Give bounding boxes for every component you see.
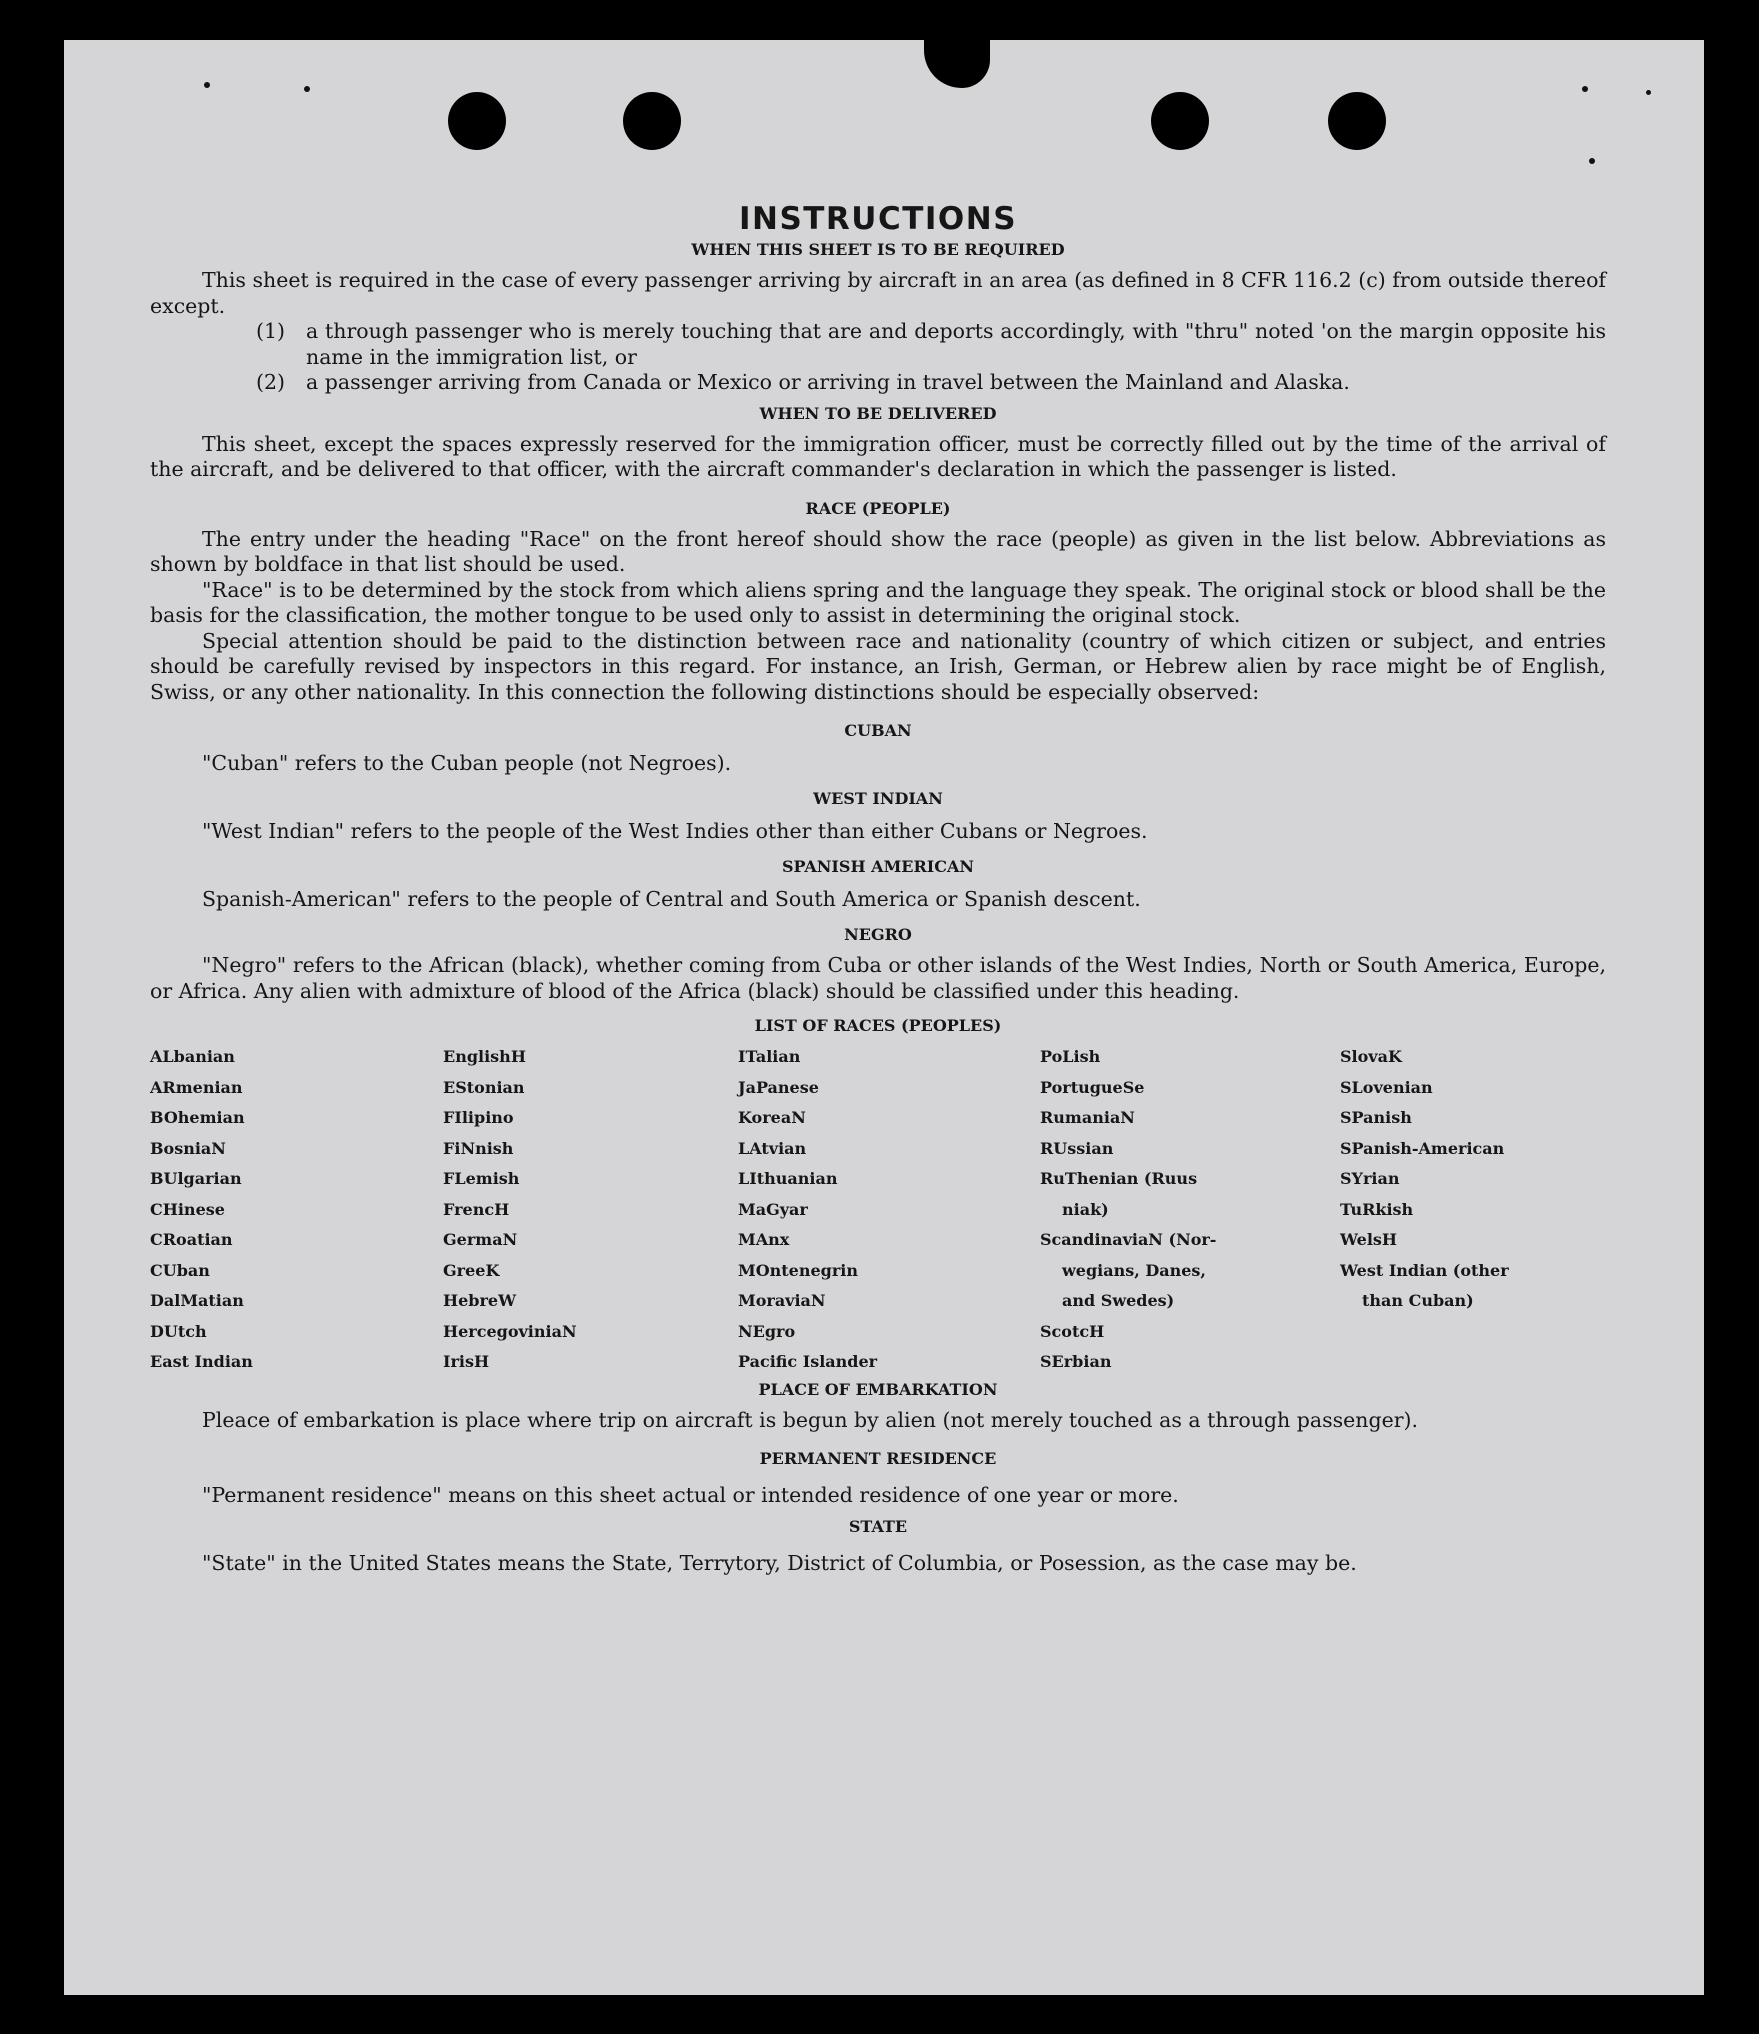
race-entry: Pacific Islander (738, 1352, 878, 1371)
exception-number: (1) (256, 319, 286, 343)
exception-item (256, 319, 1606, 370)
race-entry: niak) (1062, 1199, 1109, 1219)
heading-embarkation: PLACE OF EMBARKATION (758, 1379, 998, 1399)
document-page (64, 40, 1704, 1995)
exception-item (256, 370, 1606, 396)
spanish-american-text: Spanish-American" refers to the people of Central and South America or Spanish descent. (202, 887, 1141, 911)
torn-notch (924, 40, 990, 88)
races-column (1040, 1042, 1340, 1378)
race-entry: MAnx (738, 1230, 790, 1249)
heading-permanent-residence: PERMANENT RESIDENCE (759, 1449, 997, 1468)
race-entry: MaGyar (738, 1199, 808, 1219)
exception-text: a passenger arriving from Canada or Mexico or arriving in travel between the Mainland and Alaska. (306, 370, 1350, 394)
race-entry: SErbian (1040, 1352, 1112, 1371)
race-entry: KoreaN (738, 1108, 806, 1127)
residence-text: "Permanent residence" means on this sheet actual or intended residence of one year or more. (202, 1483, 1179, 1507)
race-entry: ScandinaviaN (Nor- (1040, 1230, 1217, 1249)
heading-race: RACE (PEOPLE) (805, 498, 951, 518)
race-entry: HercegoviniaN (443, 1321, 577, 1341)
race-entry: LIthuanian (738, 1169, 838, 1188)
race-entry: PoLish (1040, 1047, 1101, 1066)
race-entry: SlovaK (1340, 1047, 1402, 1066)
race-entry: East Indian (150, 1352, 253, 1371)
race-entry: HebreW (443, 1291, 517, 1310)
race-entry: ARmenian (150, 1077, 243, 1097)
west-indian-text: "West Indian" refers to the people of the West Indies other than either Cubans or Negroes. (202, 819, 1148, 843)
speck (1589, 158, 1595, 164)
heading-west-indian: WEST INDIAN (813, 789, 943, 808)
race-entry: IrisH (443, 1352, 490, 1371)
when-required-intro: This sheet is required in the case of every passenger arriving by aircraft in an area (as defined in 8 CFR 116.2 (c) from outside thereof except. (150, 268, 1606, 318)
race-entry: DUtch (150, 1321, 207, 1341)
race-entry: JaPanese (738, 1077, 819, 1097)
heading-when-required: WHEN THIS SHEET IS TO BE REQUIRED (691, 240, 1065, 259)
instructions-body (150, 200, 1606, 1577)
race-entry: wegians, Danes, (1062, 1260, 1206, 1280)
heading-cuban: CUBAN (844, 721, 912, 740)
race-entry: West Indian (other (1340, 1260, 1509, 1280)
race-entry: MoraviaN (738, 1291, 826, 1310)
race-entry: MOntenegrin (738, 1260, 858, 1280)
race-entry: WelsH (1340, 1230, 1398, 1249)
races-list (150, 1042, 1606, 1378)
race-entry: than Cuban) (1362, 1291, 1474, 1310)
races-column (1340, 1042, 1606, 1378)
race-entry: BOhemian (150, 1108, 245, 1127)
exception-number: (2) (256, 370, 286, 394)
punch-hole (623, 92, 681, 150)
race-entry: LAtvian (738, 1138, 807, 1158)
race-entry: ITalian (738, 1047, 801, 1066)
punch-hole (448, 92, 506, 150)
race-entry: EnglishH (443, 1047, 526, 1066)
race-entry: ScotcH (1040, 1321, 1105, 1341)
race-entry: FIlipino (443, 1108, 514, 1127)
races-column (443, 1042, 738, 1378)
exception-text: a through passenger who is merely touching that are and deports accordingly, with "thru" noted 'on the margin opposite his name in the immigration list, or (306, 319, 1606, 369)
race-entry: BUlgarian (150, 1169, 242, 1188)
race-entry: BosniaN (150, 1138, 226, 1158)
heading-spanish-american: SPANISH AMERICAN (781, 857, 975, 876)
race-entry: SPanish (1340, 1108, 1412, 1127)
punch-hole (1151, 92, 1209, 150)
races-column (738, 1042, 1040, 1378)
race-entry: RUssian (1040, 1138, 1114, 1158)
speck (1646, 90, 1651, 95)
negro-text: "Negro" refers to the African (black), whether coming from Cuba or other islands of the West Indies, North or South America, Europe, or Africa. Any alien with admixture of blood of the Africa (black) should be classified under this heading. (150, 953, 1606, 1003)
race-entry: FiNnish (443, 1138, 514, 1158)
page-title: INSTRUCTIONS (738, 201, 1018, 237)
heading-negro: NEGRO (844, 925, 912, 944)
race-entry: RumaniaN (1040, 1108, 1135, 1127)
race-paragraph: "Race" is to be determined by the stock from which aliens spring and the language they speak. The original stock or blood shall be the basis for the classification, the mother tongue to be used only to assist in determining the original stock. (150, 577, 1606, 627)
race-entry: and Swedes) (1062, 1291, 1175, 1310)
race-entry: SPanish-American (1340, 1138, 1505, 1158)
race-entry: TuRkish (1340, 1199, 1414, 1219)
race-entry: EStonian (443, 1077, 525, 1097)
cuban-text: "Cuban" refers to the Cuban people (not Negroes). (202, 751, 732, 775)
race-entry: RuThenian (Ruus (1040, 1169, 1198, 1188)
race-entry: GermaN (443, 1230, 518, 1249)
punch-hole (1328, 92, 1386, 150)
race-paragraph: The entry under the heading "Race" on the front hereof should show the race (people) as given in the list below. Abbreviations as shown by boldface in that list should be used. (150, 526, 1606, 576)
race-entry: DalMatian (150, 1291, 244, 1310)
speck (204, 82, 210, 88)
race-entry: SYrian (1340, 1169, 1400, 1188)
race-entry: NEgro (738, 1321, 796, 1341)
state-text: "State" in the United States means the State, Terrytory, District of Columbia, or Posession, as the case may be. (202, 1551, 1357, 1575)
speck (1582, 86, 1588, 92)
race-entry: CRoatian (150, 1230, 233, 1249)
race-entry: PortugueSe (1040, 1077, 1145, 1097)
race-entry: GreeK (443, 1260, 500, 1280)
heading-state: STATE (848, 1517, 908, 1536)
race-entry: CUban (150, 1260, 210, 1280)
race-entry: CHinese (150, 1199, 225, 1219)
races-column (150, 1042, 443, 1378)
when-delivered-text: This sheet, except the spaces expressly reserved for the immigration officer, must be correctly filled out by the time of the arrival of the aircraft, and be delivered to that officer, with the aircraft commander's declaration in which the passenger is listed. (150, 431, 1606, 481)
speck (304, 86, 310, 92)
race-entry: FrencH (443, 1199, 510, 1219)
heading-when-delivered: WHEN TO BE DELIVERED (759, 403, 997, 423)
embarkation-text: Pleace of embarkation is place where trip on aircraft is begun by alien (not merely touched as a through passenger). (202, 1407, 1419, 1432)
race-entry: ALbanian (150, 1047, 235, 1066)
race-entry: SLovenian (1340, 1077, 1433, 1097)
race-entry: FLemish (443, 1169, 520, 1188)
heading-list-of-races: LIST OF RACES (PEOPLES) (754, 1016, 1002, 1035)
race-paragraph: Special attention should be paid to the distinction between race and nationality (country of which citizen or subject, and entries should be carefully revised by inspectors in this regard. For instance, an Irish, German, or Hebrew alien by race might be of English, Swiss, or any other nationality. In this connection the following distinctions should be especially observed: (150, 628, 1606, 704)
